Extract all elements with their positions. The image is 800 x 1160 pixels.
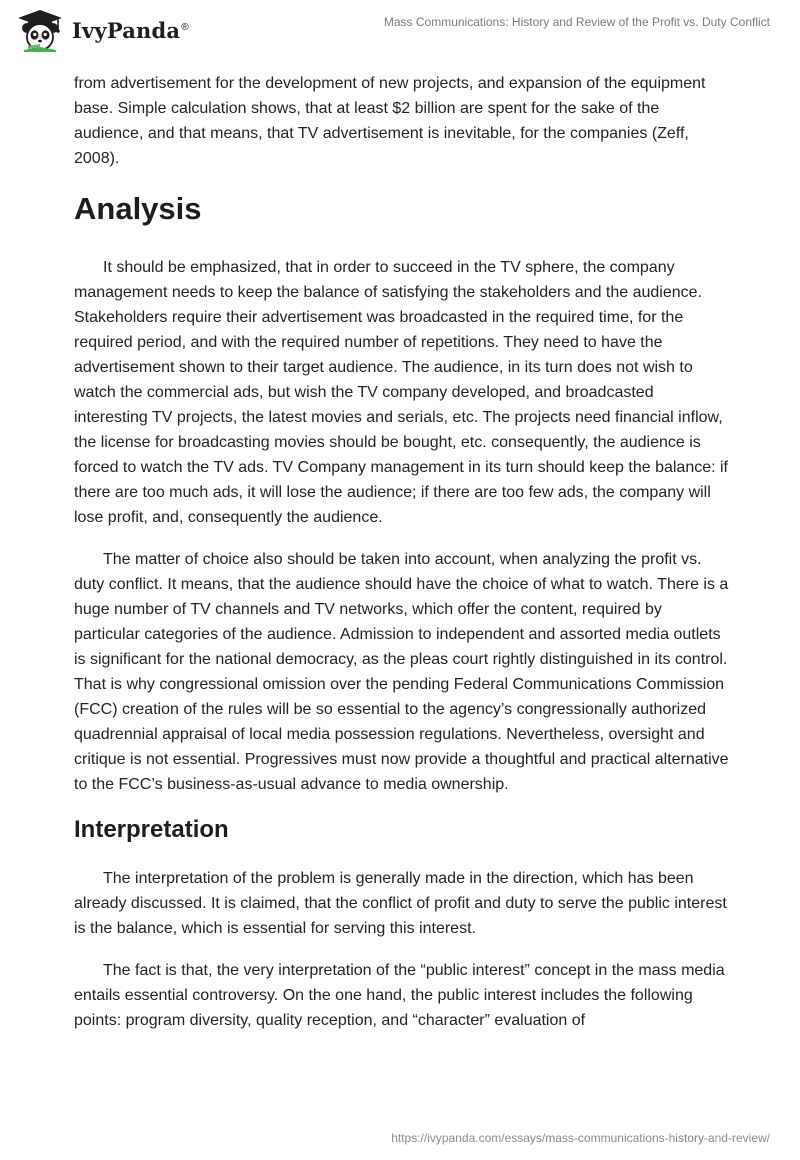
intro-paragraph: from advertisement for the development of new projects, and expansion of the equipment base. Simple calculation shows, that at least $2 billion are spent for the sake of the audience, and that means, that TV advertisement is inevitable, for the companies (Zeff, 2008). [74,75,706,167]
logo-text: IvyPanda® [72,17,189,43]
analysis-paragraph: The matter of choice also should be taken into account, when analyzing the profit vs. duty conflict. It means, that the audience should have the choice of what to watch. There is a huge number of TV channels and TV networks, which offer the content, required by particular categories of the audience. Admission to independent and assorted media outlets is significant for the national democracy, as the pleas court rightly distinguished in its control. That is why congressional omission over the pending Federal Communications Commission (FCC) creation of the rules will be so essential to the agency’s congressionally authorized quadrennial appraisal of local media possession regulations. Nevertheless, oversight and critique is not essential. Progressives must now provide a thoughtful and practical alternative to the FCC’s business-as-usual advance to media ownership. [74,551,729,793]
article-body [74,71,730,1033]
document-title: Mass Communications: History and Review of the Profit vs. Duty Conflict [383,15,770,29]
interpretation-paragraph: The fact is that, the very interpretation of the “public interest” concept in the mass media entails essential controversy. On the one hand, the public interest includes the following points: program diversity, quality reception, and “character” evaluation of [74,962,725,1029]
analysis-paragraph: It should be emphasized, that in order to succeed in the TV sphere, the company management needs to keep the balance of satisfying the stakeholders and the audience. Stakeholders require their advertisement was broadcasted in the required time, for the required period, and with the required number of repetitions. They need to have the advertisement shown to their target audience. The audience, in its turn does not wish to watch the commercial ads, but wish the TV company developed, and broadcasted interesting TV projects, the latest movies and serials, etc. The projects need financial inflow, the license for broadcasting movies should be bought, etc. consequently, the audience is forced to watch the TV ads. TV Company management in its turn should keep the balance: if there are too much ads, it will lose the audience; if there are too few ads, the company will lose profit, and, consequently the audience. [74,259,728,526]
interpretation-paragraph: The interpretation of the problem is generally made in the direction, which has been already discussed. It is claimed, that the conflict of profit and duty to serve the public interest is the balance, which is essential for serving this interest. [74,870,727,937]
logo[interactable] [14,8,189,52]
section-heading-interpretation: Interpretation [74,816,229,843]
registered-mark: ® [181,21,189,33]
section-heading-analysis: Analysis [74,191,202,226]
footer-source-url[interactable]: https://ivypanda.com/essays/mass-communications-history-and-review/ [391,1131,770,1145]
page-header [0,0,800,62]
panda-logo-icon [14,8,66,52]
